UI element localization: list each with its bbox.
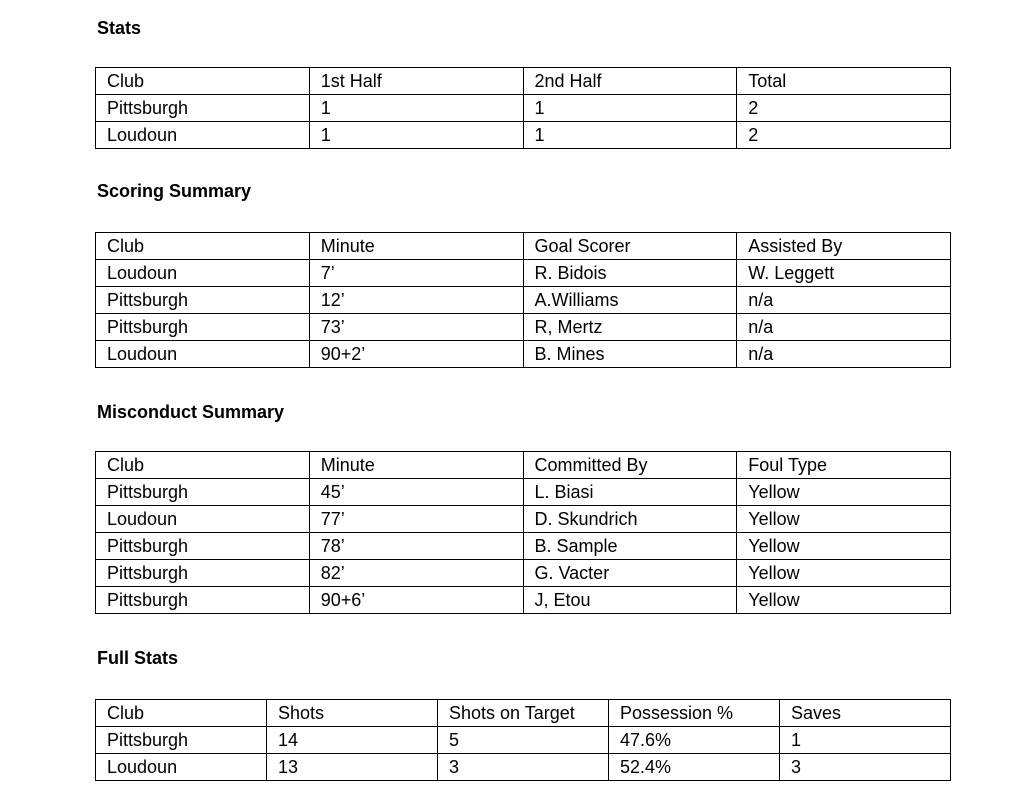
table-header-row — [96, 68, 951, 95]
table-cell: R, Mertz — [523, 314, 737, 341]
table-cell: Loudoun — [96, 122, 310, 149]
table-row — [96, 506, 951, 533]
scoring-summary-heading: Scoring Summary — [97, 181, 252, 201]
table-cell: 3 — [438, 754, 609, 781]
header-cell: Assisted By — [737, 233, 951, 260]
table-cell: J, Etou — [523, 587, 737, 614]
table-row — [96, 122, 951, 149]
table-cell: 52.4% — [609, 754, 780, 781]
table-cell: Pittsburgh — [96, 727, 267, 754]
header-cell: Goal Scorer — [523, 233, 737, 260]
table-header-row — [96, 700, 951, 727]
table-cell: L. Biasi — [523, 479, 737, 506]
misconduct-summary-heading: Misconduct Summary — [97, 402, 285, 422]
table-cell: 1 — [309, 95, 523, 122]
table-cell: n/a — [737, 287, 951, 314]
table-cell: Yellow — [737, 479, 951, 506]
table-cell: 7’ — [309, 260, 523, 287]
table-row — [96, 341, 951, 368]
header-cell: Saves — [780, 700, 951, 727]
table-cell: Pittsburgh — [96, 533, 310, 560]
full-stats-table — [95, 699, 951, 781]
header-cell: Foul Type — [737, 452, 951, 479]
table-cell: 47.6% — [609, 727, 780, 754]
table-cell: Pittsburgh — [96, 587, 310, 614]
header-cell: Minute — [309, 452, 523, 479]
table-row — [96, 314, 951, 341]
table-row — [96, 560, 951, 587]
table-cell: 2 — [737, 95, 951, 122]
table-cell: Loudoun — [96, 754, 267, 781]
header-cell: 1st Half — [309, 68, 523, 95]
table-cell: 1 — [780, 727, 951, 754]
table-row — [96, 754, 951, 781]
table-cell: W. Leggett — [737, 260, 951, 287]
table-cell: B. Mines — [523, 341, 737, 368]
table-cell: 5 — [438, 727, 609, 754]
table-cell: 82’ — [309, 560, 523, 587]
table-row — [96, 95, 951, 122]
table-cell: 1 — [523, 95, 737, 122]
table-cell: D. Skundrich — [523, 506, 737, 533]
table-cell: Pittsburgh — [96, 560, 310, 587]
table-cell: Pittsburgh — [96, 479, 310, 506]
header-cell: Possession % — [609, 700, 780, 727]
table-cell: Pittsburgh — [96, 314, 310, 341]
table-cell: Pittsburgh — [96, 95, 310, 122]
table-cell: Loudoun — [96, 260, 310, 287]
table-row — [96, 533, 951, 560]
table-cell: Pittsburgh — [96, 287, 310, 314]
table-cell: R. Bidois — [523, 260, 737, 287]
header-cell: Club — [96, 68, 310, 95]
table-cell: n/a — [737, 314, 951, 341]
table-cell: 2 — [737, 122, 951, 149]
table-row — [96, 727, 951, 754]
header-cell: Club — [96, 452, 310, 479]
table-cell: 90+2’ — [309, 341, 523, 368]
table-cell: 1 — [523, 122, 737, 149]
table-cell: Yellow — [737, 587, 951, 614]
table-cell: G. Vacter — [523, 560, 737, 587]
table-row — [96, 287, 951, 314]
table-cell: 45’ — [309, 479, 523, 506]
table-cell: Yellow — [737, 506, 951, 533]
header-cell: Committed By — [523, 452, 737, 479]
table-cell: Yellow — [737, 560, 951, 587]
table-cell: 14 — [267, 727, 438, 754]
table-cell: 12’ — [309, 287, 523, 314]
table-cell: Loudoun — [96, 341, 310, 368]
header-cell: Club — [96, 233, 310, 260]
header-cell: Club — [96, 700, 267, 727]
table-row — [96, 260, 951, 287]
header-cell: 2nd Half — [523, 68, 737, 95]
table-header-row — [96, 233, 951, 260]
table-cell: B. Sample — [523, 533, 737, 560]
table-cell: 78’ — [309, 533, 523, 560]
table-cell: 90+6’ — [309, 587, 523, 614]
table-row — [96, 587, 951, 614]
scoring-summary-table — [95, 232, 951, 368]
table-cell: n/a — [737, 341, 951, 368]
table-cell: A.Williams — [523, 287, 737, 314]
header-cell: Shots on Target — [438, 700, 609, 727]
table-cell: 73’ — [309, 314, 523, 341]
table-cell: 1 — [309, 122, 523, 149]
table-cell: 3 — [780, 754, 951, 781]
table-header-row — [96, 452, 951, 479]
header-cell: Shots — [267, 700, 438, 727]
header-cell: Minute — [309, 233, 523, 260]
table-cell: 77’ — [309, 506, 523, 533]
table-cell: Yellow — [737, 533, 951, 560]
full-stats-heading: Full Stats — [97, 648, 179, 668]
table-row — [96, 479, 951, 506]
header-cell: Total — [737, 68, 951, 95]
stats-table — [95, 67, 951, 149]
stats-heading: Stats — [97, 18, 142, 38]
table-cell: Loudoun — [96, 506, 310, 533]
misconduct-summary-table — [95, 451, 951, 614]
table-cell: 13 — [267, 754, 438, 781]
